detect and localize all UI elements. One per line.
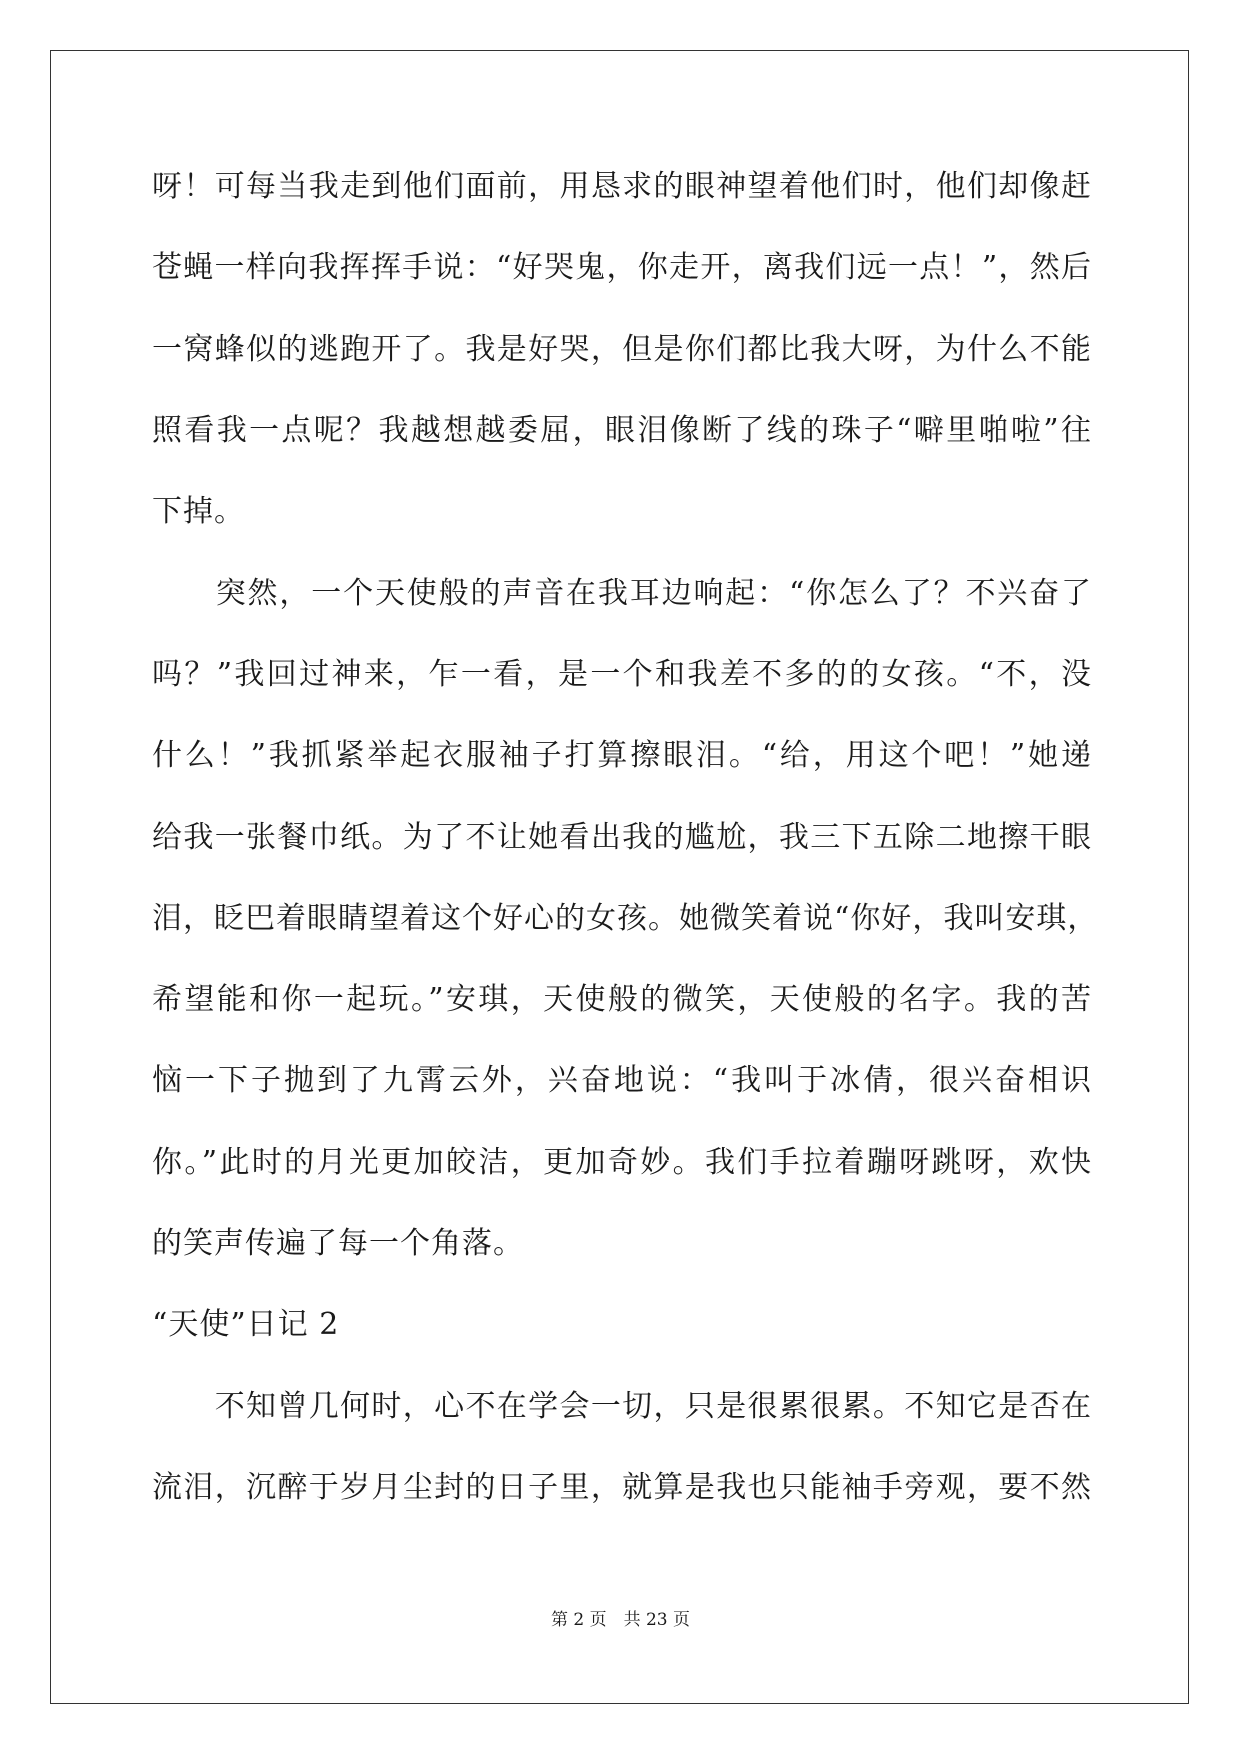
body-line: 一窝蜂似的逃跑开了。我是好哭，但是你们都比我大呀，为什么不能 xyxy=(152,332,1092,367)
body-line: 照看我一点呢？我越想越委屈，眼泪像断了线的珠子“噼里啪啦”往 xyxy=(152,413,1092,448)
body-line: 呀！可每当我走到他们面前，用恳求的眼神望着他们时，他们却像赶 xyxy=(152,169,1092,204)
body-line: 苍蝇一样向我挥挥手说：“好哭鬼，你走开，离我们远一点！”，然后 xyxy=(152,250,1092,285)
body-line: 泪，眨巴着眼睛望着这个好心的女孩。她微笑着说“你好，我叫安琪， xyxy=(152,901,1099,936)
body-line: 不知曾几何时，心不在学会一切，只是很累很累。不知它是否在 xyxy=(152,1389,1092,1424)
body-line: 下掉。 xyxy=(152,494,245,529)
page-footer: 第 2 页 共 23 页 xyxy=(550,1610,691,1630)
body-line: 突然，一个天使般的声音在我耳边响起：“你怎么了？不兴奋了 xyxy=(152,576,1092,611)
body-line: 希望能和你一起玩。”安琪，天使般的微笑，天使般的名字。我的苦 xyxy=(152,982,1092,1017)
body-line: 流泪，沉醉于岁月尘封的日子里，就算是我也只能袖手旁观，要不然 xyxy=(152,1470,1092,1505)
body-line: 的笑声传遍了每一个角落。 xyxy=(152,1226,524,1261)
body-line: 你。”此时的月光更加皎洁，更加奇妙。我们手拉着蹦呀跳呀，欢快 xyxy=(152,1145,1092,1180)
page-frame xyxy=(50,50,1189,1704)
body-line: 吗？”我回过神来，乍一看，是一个和我差不多的的女孩。“不，没 xyxy=(152,657,1092,692)
body-line: 给我一张餐巾纸。为了不让她看出我的尴尬，我三下五除二地擦干眼 xyxy=(152,820,1092,855)
section-heading: “天使”日记 2 xyxy=(152,1307,340,1342)
body-line: 恼一下子抛到了九霄云外，兴奋地说：“我叫于冰倩，很兴奋相识 xyxy=(152,1063,1092,1098)
body-line: 什么！”我抓紧举起衣服袖子打算擦眼泪。“给，用这个吧！”她递 xyxy=(152,738,1092,773)
